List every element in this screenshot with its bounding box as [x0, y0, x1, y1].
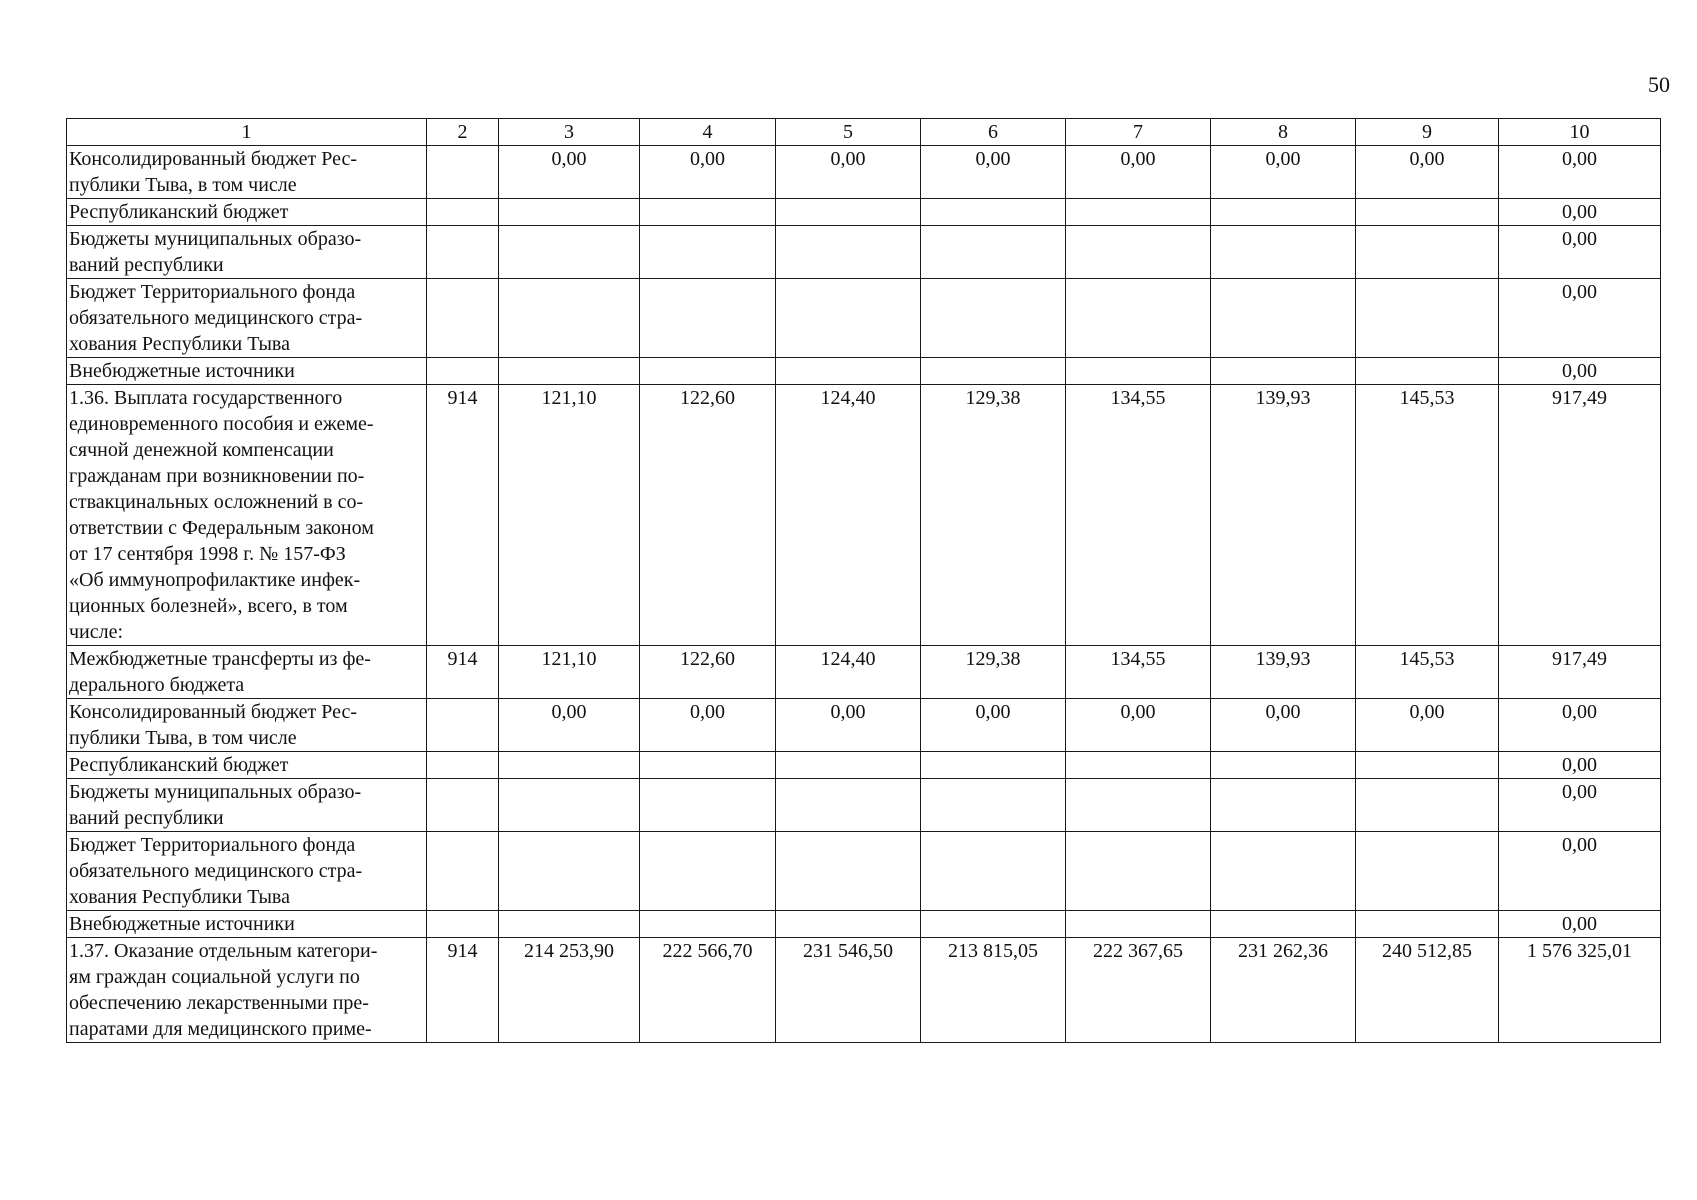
value-cell: 917,49 — [1499, 385, 1661, 646]
value-cell — [921, 779, 1066, 832]
value-cell: 917,49 — [1499, 646, 1661, 699]
value-cell — [499, 199, 640, 226]
row-label-line: сячной денежной компенсации — [69, 439, 334, 461]
value-cell — [1356, 279, 1499, 358]
row-label-line: обеспечению лекарственными пре- — [69, 992, 369, 1014]
value-cell — [1066, 226, 1211, 279]
value-cell — [1356, 832, 1499, 911]
code-cell — [427, 832, 499, 911]
value-cell: 222 566,70 — [640, 938, 776, 1043]
code-cell — [427, 226, 499, 279]
row-label-line: Бюджеты муниципальных образо- — [69, 781, 362, 803]
value-cell — [921, 911, 1066, 938]
value-cell — [640, 779, 776, 832]
row-label-cell — [67, 752, 427, 779]
row-label-line: Республиканский бюджет — [69, 201, 289, 223]
row-label-line: обязательного медицинского стра- — [69, 860, 363, 882]
value-cell: 134,55 — [1066, 385, 1211, 646]
value-cell: 0,00 — [1499, 226, 1661, 279]
header-cell: 10 — [1499, 119, 1661, 146]
row-label-line: 1.36. Выплата государственного — [69, 387, 343, 409]
header-cell: 8 — [1211, 119, 1356, 146]
table-row — [67, 385, 1661, 646]
value-cell: 0,00 — [499, 146, 640, 199]
row-label-cell — [67, 832, 427, 911]
code-cell: 914 — [427, 646, 499, 699]
header-cell: 1 — [67, 119, 427, 146]
row-label-line: обязательного медицинского стра- — [69, 307, 363, 329]
value-cell — [776, 832, 921, 911]
row-label-line: Внебюджетные источники — [69, 913, 295, 935]
value-cell: 0,00 — [1499, 358, 1661, 385]
value-cell: 0,00 — [1499, 146, 1661, 199]
value-cell: 0,00 — [1211, 699, 1356, 752]
value-cell — [1211, 779, 1356, 832]
value-cell: 0,00 — [499, 699, 640, 752]
code-cell — [427, 699, 499, 752]
value-cell — [1211, 752, 1356, 779]
header-row — [67, 119, 1661, 146]
code-cell — [427, 779, 499, 832]
value-cell — [776, 358, 921, 385]
table-row — [67, 646, 1661, 699]
row-label-line: Межбюджетные трансферты из фе- — [69, 648, 371, 670]
row-label-line: Консолидированный бюджет Рес- — [69, 701, 358, 723]
row-label-line: ствакцинальных осложнений в со- — [69, 491, 364, 513]
row-label-cell — [67, 911, 427, 938]
value-cell — [499, 279, 640, 358]
value-cell — [640, 752, 776, 779]
header-cell: 3 — [499, 119, 640, 146]
table-row — [67, 832, 1661, 911]
value-cell — [1356, 358, 1499, 385]
value-cell — [499, 358, 640, 385]
row-label-cell — [67, 646, 427, 699]
value-cell: 129,38 — [921, 646, 1066, 699]
value-cell — [776, 279, 921, 358]
value-cell — [1066, 911, 1211, 938]
value-cell — [776, 199, 921, 226]
value-cell: 0,00 — [776, 699, 921, 752]
table-row — [67, 938, 1661, 1043]
value-cell: 0,00 — [1499, 199, 1661, 226]
value-cell — [1066, 779, 1211, 832]
value-cell — [776, 226, 921, 279]
value-cell: 139,93 — [1211, 385, 1356, 646]
table-row — [67, 199, 1661, 226]
value-cell — [499, 832, 640, 911]
row-label-cell — [67, 699, 427, 752]
value-cell — [1356, 752, 1499, 779]
value-cell — [1066, 279, 1211, 358]
row-label-line: ям граждан социальной услуги по — [69, 966, 360, 988]
row-label-line: Консолидированный бюджет Рес- — [69, 148, 358, 170]
value-cell — [499, 752, 640, 779]
value-cell — [1211, 358, 1356, 385]
value-cell: 0,00 — [1499, 752, 1661, 779]
value-cell — [1356, 779, 1499, 832]
value-cell: 0,00 — [921, 699, 1066, 752]
value-cell — [499, 779, 640, 832]
row-label-cell — [67, 385, 427, 646]
value-cell — [1211, 199, 1356, 226]
value-cell: 0,00 — [1499, 911, 1661, 938]
row-label-cell — [67, 938, 427, 1043]
row-label-line: ответствии с Федеральным законом — [69, 517, 374, 539]
row-label-line: дерального бюджета — [69, 674, 245, 696]
value-cell: 0,00 — [640, 699, 776, 752]
header-cell: 2 — [427, 119, 499, 146]
value-cell — [776, 752, 921, 779]
row-label-cell — [67, 358, 427, 385]
code-cell: 914 — [427, 938, 499, 1043]
header-cell: 6 — [921, 119, 1066, 146]
row-label-line: Бюджеты муниципальных образо- — [69, 228, 362, 250]
value-cell: 134,55 — [1066, 646, 1211, 699]
value-cell — [1066, 832, 1211, 911]
budget-table — [66, 118, 1661, 1043]
value-cell — [921, 226, 1066, 279]
row-label-line: от 17 сентября 1998 г. № 157-ФЗ — [69, 543, 346, 565]
value-cell: 214 253,90 — [499, 938, 640, 1043]
value-cell: 0,00 — [1499, 279, 1661, 358]
row-label-line: ваний республики — [69, 807, 224, 829]
value-cell: 231 262,36 — [1211, 938, 1356, 1043]
row-label-line: хования Республики Тыва — [69, 886, 290, 908]
row-label-line: хования Республики Тыва — [69, 333, 290, 355]
header-cell: 9 — [1356, 119, 1499, 146]
value-cell: 124,40 — [776, 646, 921, 699]
row-label-line: Бюджет Территориального фонда — [69, 281, 356, 303]
value-cell: 0,00 — [921, 146, 1066, 199]
row-label-line: «Об иммунопрофилактике инфек- — [69, 569, 361, 591]
value-cell: 122,60 — [640, 385, 776, 646]
row-label-line: ционных болезней», всего, в том — [69, 595, 348, 617]
value-cell: 121,10 — [499, 646, 640, 699]
row-label-line: гражданам при возникновении по- — [69, 465, 365, 487]
row-label-line: числе: — [69, 621, 124, 643]
value-cell: 0,00 — [1356, 699, 1499, 752]
value-cell: 139,93 — [1211, 646, 1356, 699]
value-cell: 0,00 — [1356, 146, 1499, 199]
value-cell — [1356, 911, 1499, 938]
header-cell: 4 — [640, 119, 776, 146]
row-label-line: паратами для медицинского приме- — [69, 1018, 372, 1040]
value-cell: 124,40 — [776, 385, 921, 646]
table-row — [67, 911, 1661, 938]
value-cell — [640, 226, 776, 279]
value-cell: 0,00 — [1499, 832, 1661, 911]
value-cell — [499, 226, 640, 279]
page-number: 50 — [1648, 72, 1670, 97]
header-cell: 5 — [776, 119, 921, 146]
value-cell — [921, 358, 1066, 385]
value-cell: 240 512,85 — [1356, 938, 1499, 1043]
value-cell: 222 367,65 — [1066, 938, 1211, 1043]
value-cell: 145,53 — [1356, 646, 1499, 699]
value-cell — [921, 279, 1066, 358]
row-label-line: ваний республики — [69, 254, 224, 276]
value-cell: 0,00 — [1499, 699, 1661, 752]
value-cell — [499, 911, 640, 938]
value-cell — [1066, 199, 1211, 226]
code-cell — [427, 752, 499, 779]
value-cell: 0,00 — [776, 146, 921, 199]
value-cell — [1356, 226, 1499, 279]
row-label-line: Внебюджетные источники — [69, 360, 295, 382]
table-row — [67, 779, 1661, 832]
code-cell: 914 — [427, 385, 499, 646]
header-cell: 7 — [1066, 119, 1211, 146]
value-cell — [1211, 226, 1356, 279]
code-cell — [427, 146, 499, 199]
value-cell: 0,00 — [1066, 699, 1211, 752]
value-cell — [1211, 279, 1356, 358]
value-cell — [1356, 199, 1499, 226]
value-cell: 0,00 — [640, 146, 776, 199]
value-cell — [921, 832, 1066, 911]
code-cell — [427, 279, 499, 358]
value-cell: 122,60 — [640, 646, 776, 699]
value-cell — [1211, 911, 1356, 938]
value-cell — [640, 832, 776, 911]
row-label-cell — [67, 199, 427, 226]
row-label-line: Бюджет Территориального фонда — [69, 834, 356, 856]
row-label-cell — [67, 146, 427, 199]
value-cell — [640, 279, 776, 358]
table-row — [67, 699, 1661, 752]
value-cell — [921, 199, 1066, 226]
value-cell — [640, 358, 776, 385]
row-label-line: публики Тыва, в том числе — [69, 174, 297, 196]
value-cell — [776, 779, 921, 832]
value-cell: 231 546,50 — [776, 938, 921, 1043]
value-cell: 145,53 — [1356, 385, 1499, 646]
value-cell — [1211, 832, 1356, 911]
table-row — [67, 226, 1661, 279]
row-label-line: 1.37. Оказание отдельным категори- — [69, 940, 378, 962]
value-cell: 0,00 — [1211, 146, 1356, 199]
row-label-line: единовременного пособия и ежеме- — [69, 413, 374, 435]
value-cell: 121,10 — [499, 385, 640, 646]
table-row — [67, 752, 1661, 779]
value-cell: 1 576 325,01 — [1499, 938, 1661, 1043]
value-cell: 0,00 — [1499, 779, 1661, 832]
row-label-cell — [67, 279, 427, 358]
value-cell — [640, 199, 776, 226]
value-cell: 129,38 — [921, 385, 1066, 646]
value-cell — [776, 911, 921, 938]
value-cell — [1066, 358, 1211, 385]
code-cell — [427, 358, 499, 385]
code-cell — [427, 911, 499, 938]
row-label-line: Республиканский бюджет — [69, 754, 289, 776]
table-row — [67, 146, 1661, 199]
value-cell — [921, 752, 1066, 779]
table-body — [67, 119, 1661, 1043]
row-label-line: публики Тыва, в том числе — [69, 727, 297, 749]
table-row — [67, 358, 1661, 385]
row-label-cell — [67, 779, 427, 832]
table-row — [67, 279, 1661, 358]
value-cell: 213 815,05 — [921, 938, 1066, 1043]
row-label-cell — [67, 226, 427, 279]
value-cell — [1066, 752, 1211, 779]
value-cell: 0,00 — [1066, 146, 1211, 199]
code-cell — [427, 199, 499, 226]
value-cell — [640, 911, 776, 938]
